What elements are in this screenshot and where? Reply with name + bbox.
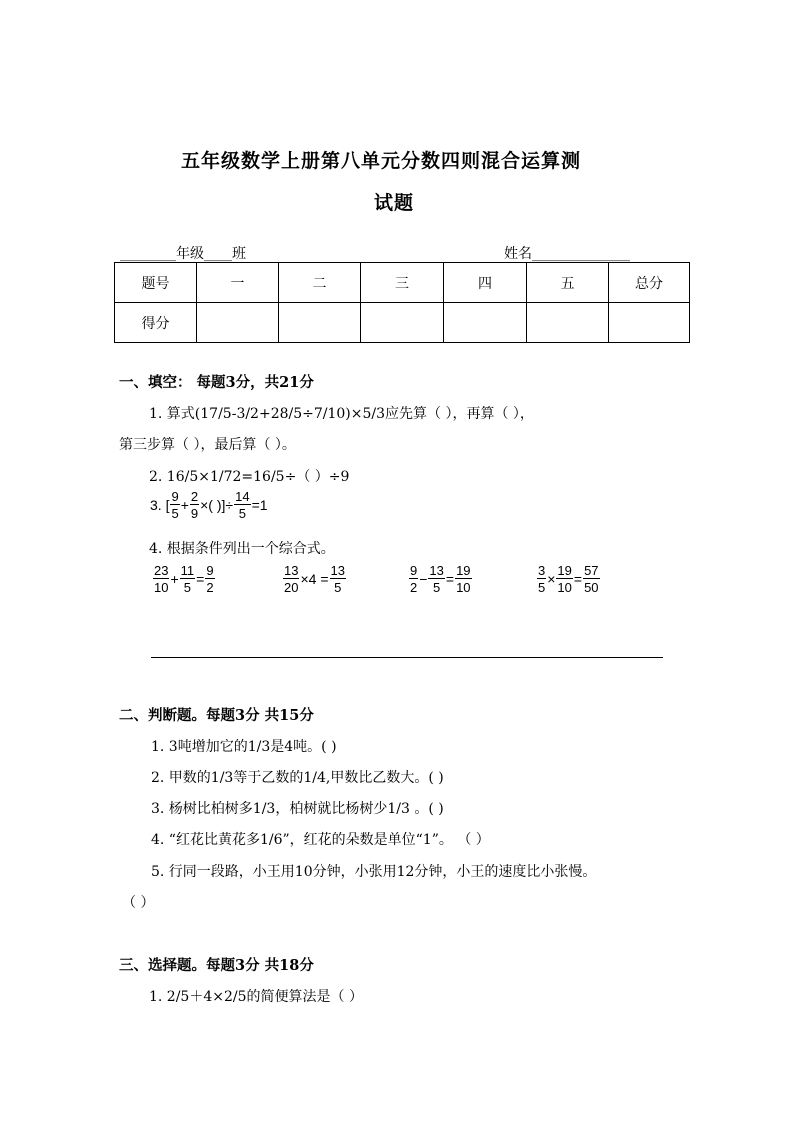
question-text: 2. 甲数的1/3等于乙数的1/4,甲数比乙数大。( ) <box>151 770 444 786</box>
fraction: $\frac{13}{5}$ <box>429 563 444 595</box>
page-title-continued: 试题 <box>374 192 415 214</box>
question-text: 4. 根据条件列出一个综合式。 <box>149 541 335 557</box>
fraction: $\frac{9}{5}$ <box>171 489 179 521</box>
page-title: 五年级数学上册第八单元分数四则混合运算测 <box>181 150 582 172</box>
fraction: $\frac{23}{10}$ <box>154 563 169 595</box>
score-header-cell: 总分 <box>609 263 690 303</box>
fraction: $\frac{9}{2}$ <box>410 563 418 595</box>
fraction: $\frac{11}{5}$ <box>180 563 195 595</box>
q3-prefix: 3. [ <box>150 497 170 513</box>
given-expression-4: $\frac{3}{5}$ × $\frac{19}{10}$ = $\frac{57}{50}$ <box>538 563 599 595</box>
fraction: $\frac{13}{5}$ <box>330 563 345 595</box>
score-cell[interactable] <box>609 303 690 343</box>
score-cell[interactable] <box>279 303 361 343</box>
score-table-header-row <box>115 263 690 303</box>
question-text: 5. 行同一段路，小王用10分钟，小张用12分钟，小王的速度比小张慢。 <box>151 864 597 880</box>
question-text: 2. 16/5×1/72=16/5÷（ ）÷9 <box>149 469 350 485</box>
score-header-cell: 四 <box>444 263 527 303</box>
score-table-row <box>115 303 690 343</box>
name-field: 姓名______________ <box>504 246 630 262</box>
fraction: $\frac{2}{9}$ <box>190 489 199 521</box>
question-3: 3. [ $\frac{9}{5}$ + $\frac{2}{9}$ ×( )]÷ $\frac{14}{5}$ =1 <box>150 489 268 521</box>
question-text: 4. “红花比黄花多1/6”，红花的朵数是单位“1”。 （ ） <box>151 832 490 848</box>
given-expression-3: $\frac{9}{2}$ − $\frac{13}{5}$ = $\frac{19}{10}$ <box>410 563 471 595</box>
score-row-label: 得分 <box>115 303 197 343</box>
score-header-cell: 二 <box>279 263 361 303</box>
score-cell[interactable] <box>527 303 609 343</box>
question-text: 1. 3吨增加它的1/3是4吨。( ) <box>151 739 337 755</box>
fraction: $\frac{19}{10}$ <box>557 563 572 595</box>
given-expression-1: $\frac{23}{10}$ + $\frac{11}{5}$ = $\frac{9}{2}$ <box>154 563 214 595</box>
score-cell[interactable] <box>444 303 527 343</box>
section-title: 二、判断题。每题3分 共15分 <box>119 707 314 724</box>
score-table <box>114 262 690 343</box>
question-text: 第三步算（ ），最后算（ ）。 <box>119 437 296 453</box>
fraction: $\frac{9}{2}$ <box>206 563 214 595</box>
given-expression-2: $\frac{13}{20}$ ×4 = $\frac{13}{5}$ <box>284 563 345 595</box>
section-title: 三、选择题。每题3分 共18分 <box>119 957 314 974</box>
score-cell[interactable] <box>197 303 279 343</box>
score-header-cell: 一 <box>197 263 279 303</box>
score-header-cell: 题号 <box>115 263 197 303</box>
question-text: 1. 算式(17/5-3/2+28/5÷7/10)×5/3应先算（ ），再算（ ）， <box>149 406 534 422</box>
class-field: ________年级____班 <box>120 246 246 262</box>
fraction: $\frac{13}{20}$ <box>284 563 299 595</box>
answer-line[interactable] <box>151 657 663 658</box>
score-cell[interactable] <box>361 303 444 343</box>
fraction: $\frac{3}{5}$ <box>538 563 546 595</box>
question-text: （ ） <box>122 895 155 911</box>
score-header-cell: 五 <box>527 263 609 303</box>
question-text: 3. 杨树比柏树多1/3，柏树就比杨树少1/3 。( ) <box>151 801 444 817</box>
fraction: $\frac{57}{50}$ <box>584 563 599 595</box>
section-title: 一、填空： 每题3分，共21分 <box>119 374 314 391</box>
score-header-cell: 三 <box>361 263 444 303</box>
question-text: 1. 2/5＋4×2/5的简便算法是（ ） <box>149 989 363 1005</box>
fraction: $\frac{14}{5}$ <box>235 489 250 521</box>
fraction: $\frac{19}{10}$ <box>456 563 471 595</box>
